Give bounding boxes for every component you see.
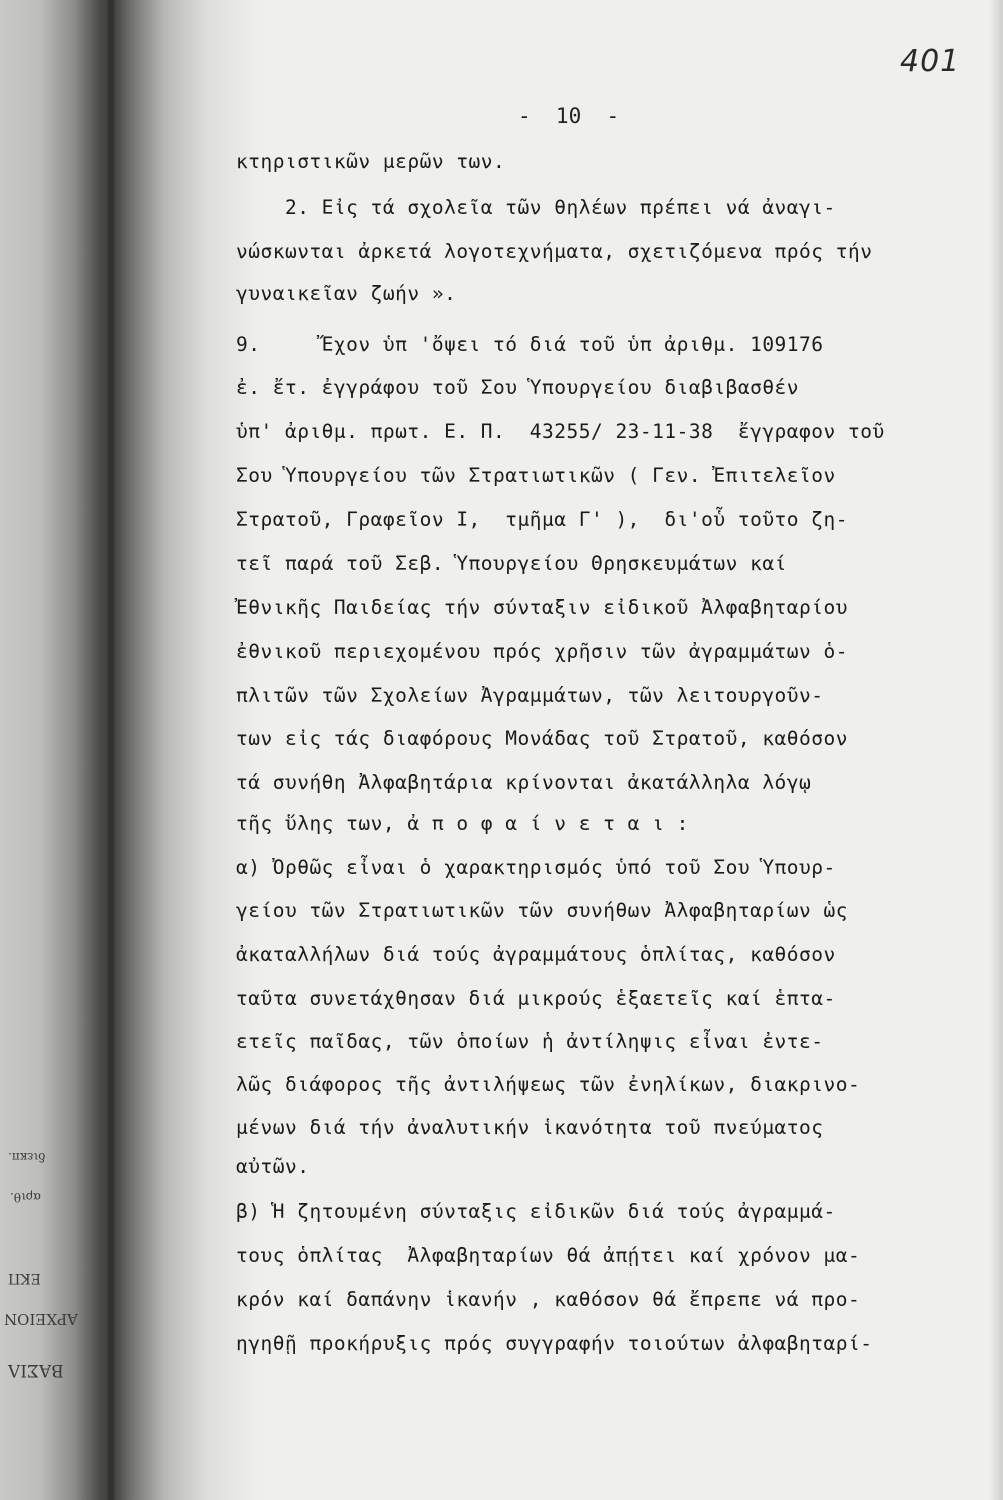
margin-stamp xyxy=(0,1120,78,1500)
stamp-line: αριθ. xyxy=(10,1190,41,1204)
page-edge xyxy=(989,0,1003,1500)
text-line: Σου Ὑπουργείου τῶν Στρατιωτικῶν ( Γεν. Ἐπιτελεῖον xyxy=(236,464,836,487)
binding-edge xyxy=(108,0,114,1500)
text-line: νώσκωνται ἀρκετά λογοτεχνήματα, σχετιζόμενα πρός τήν xyxy=(236,240,873,263)
text-line: ἐ. ἔτ. ἐγγράφου τοῦ Σου Ὑπουργείου διαβιβασθέν xyxy=(236,376,800,399)
text-line: κτηριστικῶν μερῶν των. xyxy=(236,150,506,173)
text-line: κρόν καί δαπάνην ἱκανήν , καθόσον θά ἔπρεπε νά προ- xyxy=(236,1288,861,1311)
text-line: ἐθνικοῦ περιεχομένου πρός χρῆσιν τῶν ἀγραμμάτων ὁ- xyxy=(236,640,848,663)
text-line: τά συνήθη Ἀλφαβητάρια κρίνονται ἀκατάλληλα λόγῳ xyxy=(236,771,812,794)
text-line: ηγηθῇ προκήρυξις πρός συγγραφήν τοιούτων ἀλφαβηταρί- xyxy=(236,1332,873,1355)
text-line: αὐτῶν. xyxy=(236,1155,310,1178)
text-line: μένων διά τήν ἀναλυτικήν ἱκανότητα τοῦ πνεύματος xyxy=(236,1116,824,1139)
text-line: των εἰς τάς διαφόρους Μονάδας τοῦ Στρατοῦ, καθόσον xyxy=(236,727,848,750)
text-line: Ἐθνικῆς Παιδείας τήν σύνταξιν εἰδικοῦ Ἀλφαβηταρίου xyxy=(236,596,848,619)
text-line: Στρατοῦ, Γραφεῖον Ι, τμῆμα Γ' ), δι'οὗ τοῦτο ζη- xyxy=(236,508,848,531)
text-line: πλιτῶν τῶν Σχολείων Ἀγραμμάτων, τῶν λειτουργοῦν- xyxy=(236,684,824,707)
folio-number: 401 xyxy=(900,44,961,79)
stamp-line: ΑΡΧΕΙΟΝ xyxy=(4,1310,78,1328)
text-line: ταῦτα συνετάχθησαν διά μικρούς ἑξαετεῖς καί ἑπτα- xyxy=(236,987,836,1010)
text-line: λῶς διάφορος τῆς ἀντιλήψεως τῶν ἐνηλίκων, διακρινο- xyxy=(236,1073,861,1096)
text-line: ἀκαταλλήλων διά τούς ἀγραμμάτους ὁπλίτας, καθόσον xyxy=(236,943,836,966)
stamp-line: διεκπ. xyxy=(8,1150,46,1164)
text-line: 9. Ἔχον ὑπ 'ὄψει τό διά τοῦ ὑπ ἀριθμ. 109176 xyxy=(236,333,824,356)
text-line: α) Ὀρθῶς εἶναι ὁ χαρακτηρισμός ὑπό τοῦ Σου Ὑπουρ- xyxy=(236,856,836,879)
text-line: τεῖ παρά τοῦ Σεβ. Ὑπουργείου Θρησκευμάτων καί xyxy=(236,552,787,575)
text-line: γυναικεῖαν ζωήν ». xyxy=(236,282,457,305)
page-number: - 10 - xyxy=(518,104,620,128)
text-line: τῆς ὕλης των, ἀ π ο φ α ί ν ε τ α ι : xyxy=(236,812,689,835)
stamp-line: ΒΑΣΙΛ xyxy=(8,1360,64,1380)
text-line: 2. Εἰς τά σχολεῖα τῶν θηλέων πρέπει νά ἀναγι- xyxy=(236,196,836,219)
text-line: τους ὁπλίτας Ἀλφαβηταρίων θά ἀπῄτει καί χρόνον μα- xyxy=(236,1244,861,1267)
text-line: γείου τῶν Στρατιωτικῶν τῶν συνήθων Ἀλφαβηταρίων ὡς xyxy=(236,899,848,922)
text-line: ὑπ' ἀριθμ. πρωτ. Ε. Π. 43255/ 23-11-38 ἔγγραφον τοῦ xyxy=(236,420,885,443)
text-line: ετεῖς παῖδας, τῶν ὁποίων ἡ ἀντίληψις εἶναι ἐντε- xyxy=(236,1030,824,1053)
stamp-line: ΕΚΠ xyxy=(8,1270,41,1286)
text-line: β) Ἡ ζητουμένη σύνταξις εἰδικῶν διά τούς ἀγραμμά- xyxy=(236,1200,836,1223)
